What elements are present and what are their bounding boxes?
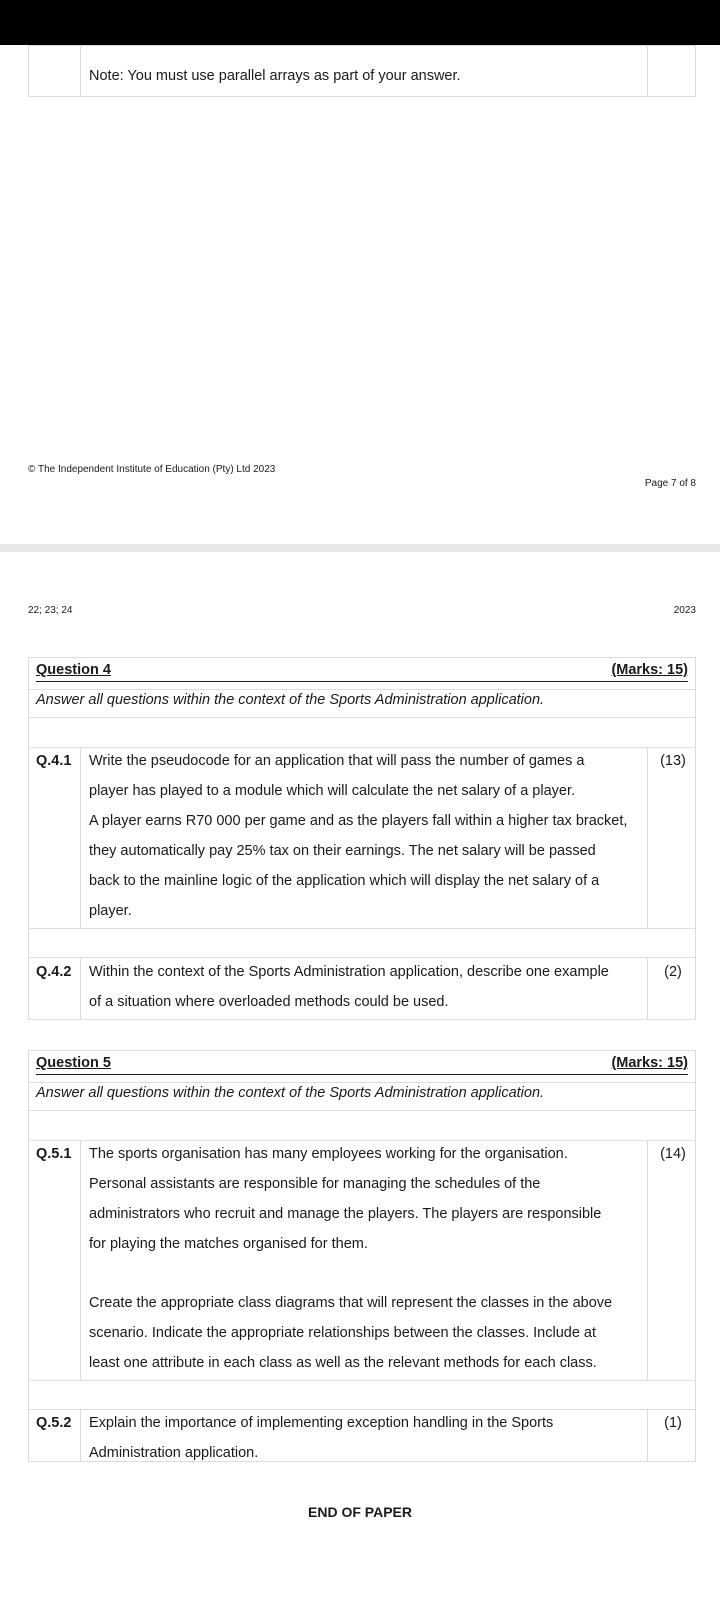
q5-1-line: least one attribute in each class as well as the relevant methods for each class. — [89, 1355, 597, 1371]
q5-2-line: Administration application. — [89, 1445, 259, 1461]
year-header: 2023 — [673, 605, 696, 616]
question-5-heading — [36, 1055, 688, 1075]
q5-2-marks: (1) — [664, 1415, 682, 1431]
q5-2-line: Explain the importance of implementing exception handling in the Sports — [89, 1415, 554, 1431]
q5-1-line: Create the appropriate class diagrams that will represent the classes in the above — [89, 1295, 613, 1311]
q5-2-text — [89, 1408, 639, 1468]
page-separator — [0, 544, 720, 552]
q4-2-text — [89, 957, 639, 1017]
question-5-title: Question 5 — [36, 1055, 111, 1071]
q4-1-text — [89, 746, 639, 926]
q4-1-line: player has played to a module which will calculate the net salary of a player. — [89, 783, 576, 799]
q5-1-number: Q.5.1 — [36, 1146, 72, 1162]
question-5-marks: (Marks: 15) — [611, 1055, 688, 1071]
question-4-heading — [36, 662, 688, 682]
module-codes-header: 22; 23; 24 — [28, 605, 73, 616]
q5-1-line: scenario. Indicate the appropriate relationships between the classes. Include at — [89, 1325, 597, 1341]
q5-1-text-b — [89, 1288, 639, 1378]
q5-1-line: administrators who recruit and manage the players. The players are responsible — [89, 1206, 602, 1222]
q4-2-marks: (2) — [664, 964, 682, 980]
q5-2-number: Q.5.2 — [36, 1415, 72, 1431]
copyright-footer: © The Independent Institute of Education (Pty) Ltd 2023 — [28, 464, 276, 475]
q4-1-line: A player earns R70 000 per game and as the players fall within a higher tax bracket, — [89, 813, 628, 829]
q4-1-line: back to the mainline logic of the application which will display the net salary of a — [89, 873, 600, 889]
q4-1-line: they automatically pay 25% tax on their earnings. The net salary will be passed — [89, 843, 596, 859]
q4-1-marks: (13) — [660, 753, 686, 769]
page-number: Page 7 of 8 — [644, 478, 696, 489]
question-4-marks: (Marks: 15) — [611, 662, 688, 678]
q5-1-line: Personal assistants are responsible for managing the schedules of the — [89, 1176, 541, 1192]
q4-1-line: Write the pseudocode for an application that will pass the number of games a — [89, 753, 585, 769]
q4-2-line: of a situation where overloaded methods could be used. — [89, 994, 449, 1010]
end-of-paper: END OF PAPER — [308, 1504, 412, 1520]
q4-1-line: player. — [89, 903, 132, 919]
question-5-intro: Answer all questions within the context of the Sports Administration application. — [36, 1085, 545, 1101]
q5-1-marks: (14) — [660, 1146, 686, 1162]
q4-2-number: Q.4.2 — [36, 964, 72, 980]
status-bar — [0, 0, 720, 45]
q5-1-line: The sports organisation has many employees working for the organisation. — [89, 1146, 568, 1162]
q4-1-number: Q.4.1 — [36, 753, 72, 769]
q5-1-line: for playing the matches organised for them. — [89, 1236, 368, 1252]
q5-1-text-a — [89, 1139, 639, 1259]
parallel-arrays-note: Note: You must use parallel arrays as part of your answer. — [89, 68, 461, 84]
question-4-title: Question 4 — [36, 662, 111, 678]
q4-2-line: Within the context of the Sports Administration application, describe one example — [89, 964, 609, 980]
question-4-intro: Answer all questions within the context of the Sports Administration application. — [36, 692, 545, 708]
